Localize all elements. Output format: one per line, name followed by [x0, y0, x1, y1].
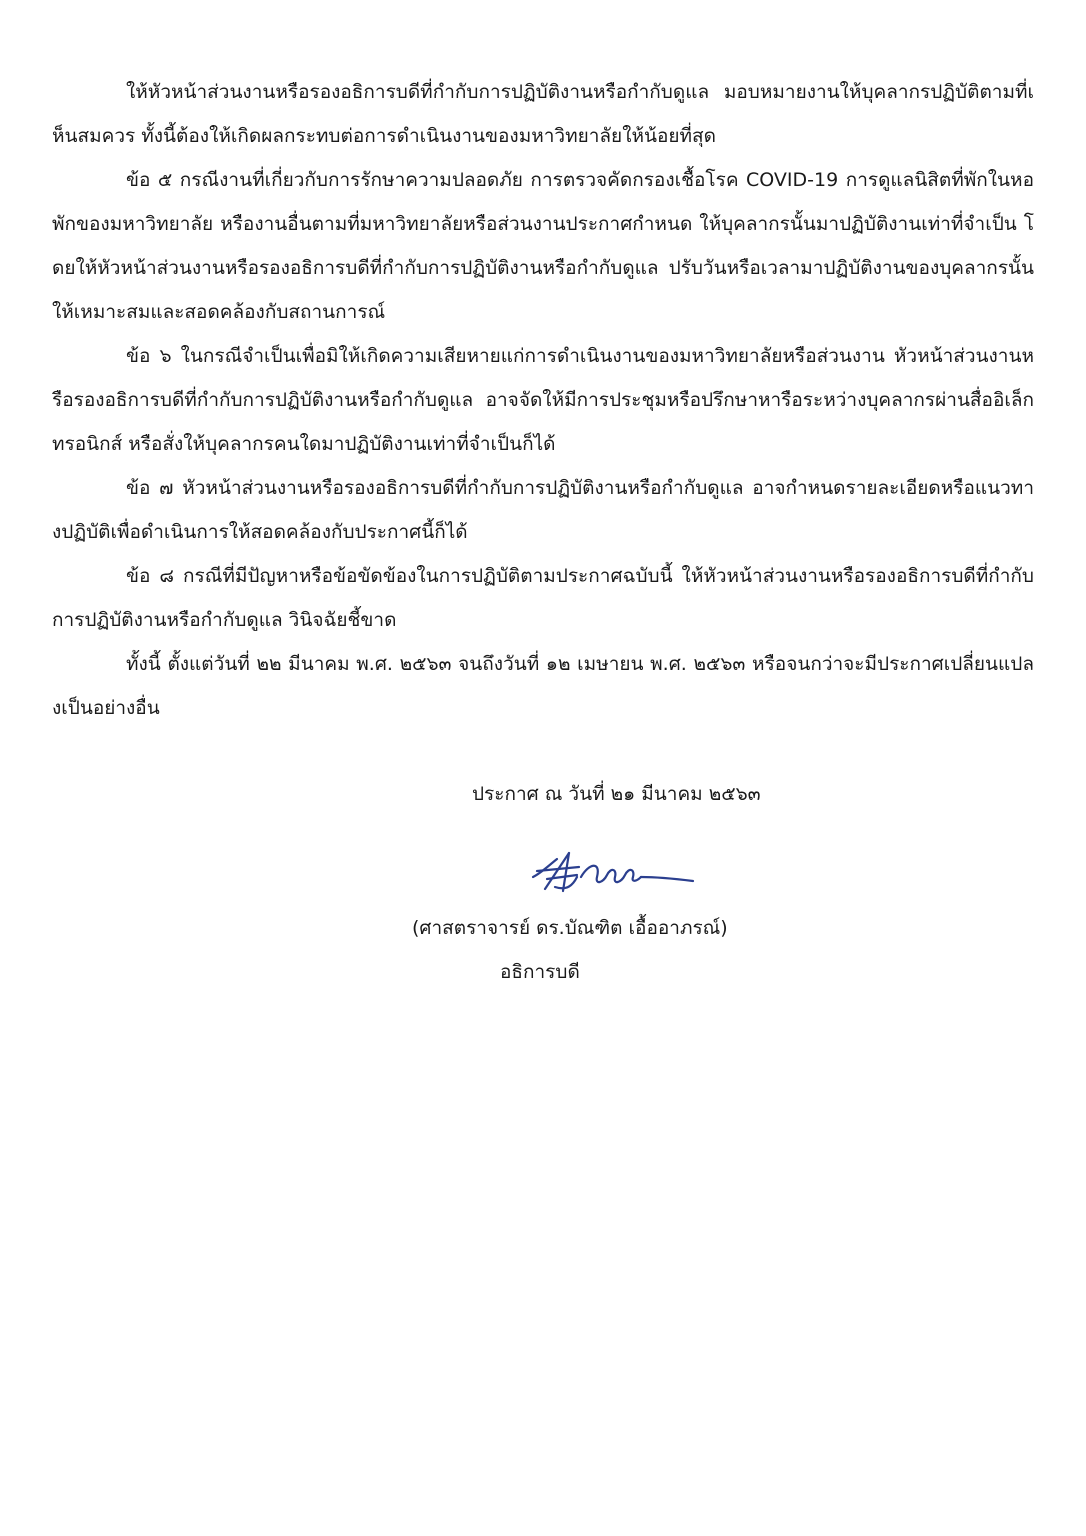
signer-title: อธิการบดี: [500, 961, 580, 983]
paragraph-article-7: ข้อ ๗ หัวหน้าส่วนงานหรือรองอธิการบดีที่กำกับการปฏิบัติงานหรือกำกับดูแล อาจกำหนดรายละเอียดหรือแนวทางปฏิบัติเพื่อดำเนินการให้สอดคล้องกับประกาศนี้ก็ได้: [52, 477, 1034, 543]
paragraph-article-6: ข้อ ๖ ในกรณีจำเป็นเพื่อมิให้เกิดความเสียหายแก่การดำเนินงานของมหาวิทยาลัยหรือส่วนงาน หัวหน้าส่วนงานหรือรองอธิการบดีที่กำกับการปฏิบัติงานหรือกำกับดูแล อาจจัดให้มีการประชุมหรือปรึกษาหารือระหว่างบุคลากรผ่านสื่ออิเล็กทรอนิกส์ หรือสั่งให้บุคลากรคนใดมาปฏิบัติงานเท่าที่จำเป็นก็ได้: [52, 345, 1034, 455]
paragraph-article-5: ข้อ ๕ กรณีงานที่เกี่ยวกับการรักษาความปลอดภัย การตรวจคัดกรองเชื้อโรค COVID-19 การดูแลนิสิตที่พักในหอพักของมหาวิทยาลัย หรืองานอื่นตามที่มหาวิทยาลัยหรือส่วนงานประกาศกำหนด ให้บุคลากรนั้นมาปฏิบัติงานเท่าที่จำเป็น โดยให้หัวหน้าส่วนงานหรือรองอธิการบดีที่กำกับการปฏิบัติงานหรือกำกับดูแล ปรับวันหรือเวลามาปฏิบัติงานของบุคลากรนั้นให้เหมาะสมและสอดคล้องกับสถานการณ์: [52, 169, 1034, 323]
paragraph-intro: ให้หัวหน้าส่วนงานหรือรองอธิการบดีที่กำกับการปฏิบัติงานหรือกำกับดูแล มอบหมายงานให้บุคลากรปฏิบัติตามที่เห็นสมควร ทั้งนี้ต้องให้เกิดผลกระทบต่อการดำเนินงานของมหาวิทยาลัยให้น้อยที่สุด: [52, 81, 1034, 147]
announce-date: ประกาศ ณ วันที่ ๒๑ มีนาคม ๒๕๖๓: [472, 783, 761, 805]
paragraph-effective-period: ทั้งนี้ ตั้งแต่วันที่ ๒๒ มีนาคม พ.ศ. ๒๕๖๓ จนถึงวันที่ ๑๒ เมษายน พ.ศ. ๒๕๖๓ หรือจนกว่าจะมีประกาศเปลี่ยนแปลงเป็นอย่างอื่น: [52, 653, 1034, 719]
signer-name: (ศาสตราจารย์ ดร.บัณฑิต เอื้ออาภรณ์): [412, 917, 728, 939]
paragraph-article-8: ข้อ ๘ กรณีที่มีปัญหาหรือข้อขัดข้องในการปฏิบัติตามประกาศฉบับนี้ ให้หัวหน้าส่วนงานหรือรองอธิการบดีที่กำกับการปฏิบัติงานหรือกำกับดูแล วินิจฉัยชี้ขาด: [52, 565, 1034, 631]
signature-image: [507, 847, 697, 897]
document-body: [52, 70, 1034, 730]
